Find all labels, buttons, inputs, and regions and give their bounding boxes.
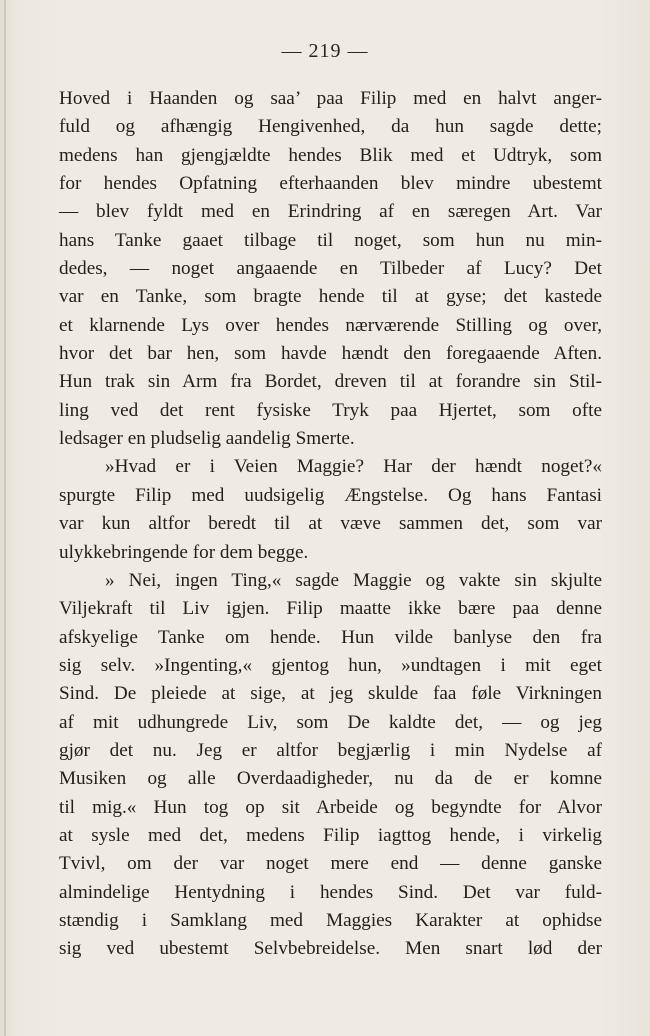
text-line: spurgte Filip med uudsigelig Ængstelse. Og hans Fantasi: [59, 484, 602, 506]
text-line: hans Tanke gaaet tilbage til noget, som hun nu min-: [59, 229, 602, 251]
text-line: » Nei, ingen Ting,« sagde Maggie og vakte sin skjulte: [105, 569, 602, 591]
text-line: Tvivl, om der var noget mere end — denne ganske: [59, 853, 602, 875]
text-line: fuld og afhængig Hengivenhed, da hun sagde dette;: [59, 116, 602, 138]
text-line: Hoved i Haanden og saa’ paa Filip med en halvt anger-: [59, 88, 602, 109]
text-line: dedes, — noget angaaende en Tilbeder af Lucy? Det: [59, 258, 602, 280]
page-edge: [4, 0, 6, 1036]
text-line: ling ved det rent fysiske Tryk paa Hjertet, som ofte: [59, 399, 602, 421]
text-line: sig selv. »Ingenting,« gjentog hun, »undtagen i mit eget: [59, 654, 602, 676]
text-line: var en Tanke, som bragte hende til at gyse; det kastede: [59, 286, 602, 308]
text-line: et klarnende Lys over hendes nærværende Stilling og over,: [59, 314, 602, 336]
text-line: stændig i Samklang med Maggies Karakter at ophidse: [59, 909, 602, 931]
text-line: at sysle med det, medens Filip iagttog hende, i virkelig: [59, 824, 602, 846]
body-text: [59, 85, 602, 964]
text-line: Musiken og alle Overdaadigheder, nu da de er komne: [59, 768, 602, 790]
text-line: — blev fyldt med en Erindring af en særegen Art. Var: [59, 201, 602, 223]
text-line: til mig.« Hun tog op sit Arbeide og begyndte for Alvor: [59, 796, 602, 818]
text-line: Sind. De pleiede at sige, at jeg skulde faa føle Virkningen: [59, 683, 602, 705]
text-line: afskyelige Tanke om hende. Hun vilde banlyse den fra: [59, 626, 602, 648]
text-line: ulykkebringende for dem begge.: [59, 541, 309, 563]
text-line: sig ved ubestemt Selvbebreidelse. Men snart lød der: [59, 938, 602, 960]
text-line: af mit udhungrede Liv, som De kaldte det, — og jeg: [59, 711, 602, 733]
page-number: — 219 —: [281, 40, 369, 62]
text-line: hvor det bar hen, som havde hændt den foregaaende Aften.: [59, 343, 602, 365]
text-line: ledsager en pludselig aandelig Smerte.: [59, 428, 355, 450]
text-line: gjør det nu. Jeg er altfor begjærlig i min Nydelse af: [59, 739, 602, 761]
text-line: for hendes Opfatning efterhaanden blev mindre ubestemt: [59, 173, 602, 195]
text-line: »Hvad er i Veien Maggie? Har der hændt noget?«: [105, 456, 602, 478]
text-line: var kun altfor beredt til at væve sammen det, som var: [59, 513, 602, 535]
text-line: almindelige Hentydning i hendes Sind. Det var fuld-: [59, 881, 602, 903]
text-line: medens han gjengjældte hendes Blik med et Udtryk, som: [59, 144, 602, 166]
text-line: Viljekraft til Liv igjen. Filip maatte ikke bære paa denne: [59, 598, 602, 620]
text-line: Hun trak sin Arm fra Bordet, dreven til at forandre sin Stil-: [59, 371, 602, 393]
